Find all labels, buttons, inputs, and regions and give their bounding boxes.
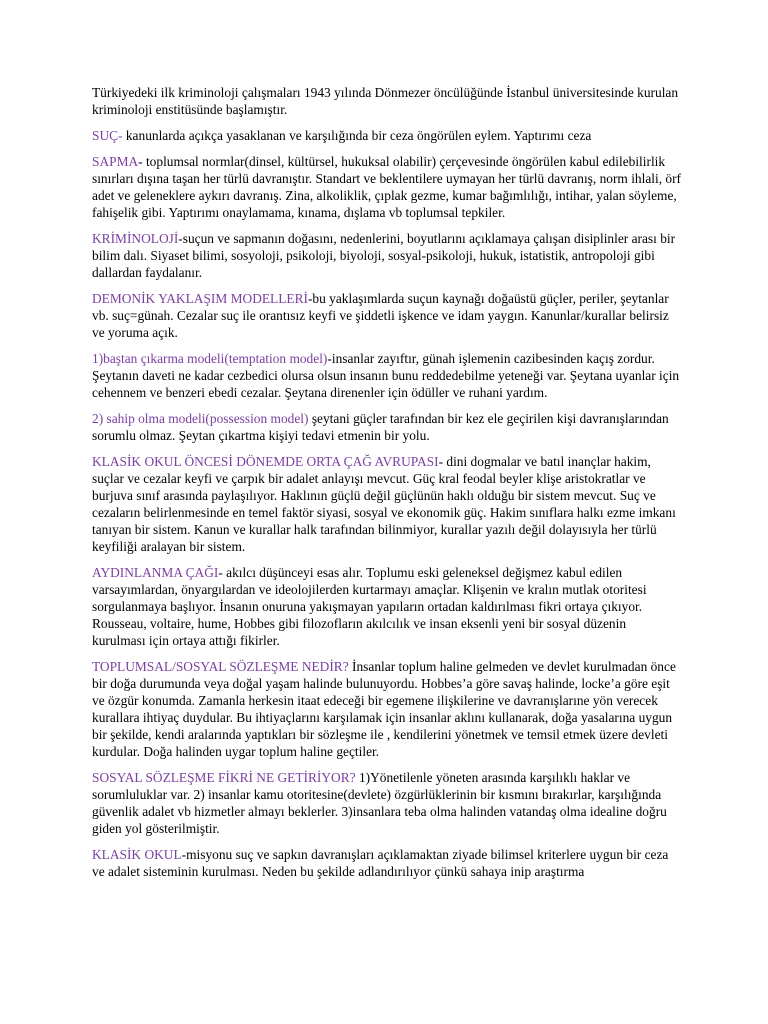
paragraph-text: - dini dogmalar ve batıl inançlar hakim, suçlar ve cezalar keyfi ve çarpık bir adalet anlayışı mevcut. Güç kral feodal beyler klişe aristokratlar ve burjuva sınıf arasında paylaşılıyor. Haklının güçlü değil güçlünün haklı olduğu bir sistem mevcut. Suç ve cezaların belirlenmesinde en temel faktör siyasi, sosyal ve ekonomik güç. Hakim sınıflara halkı ezme imkanı tanıyan bir sistem. Kanun ve kurallar halk tarafından bilinmiyor, kurallar yazılı değil dolayısıyla her türlü keyfiliği aralayan bir sistem. (92, 454, 676, 554)
term-heading: AYDINLANMA ÇAĞI (92, 565, 219, 580)
term-heading: 1)baştan çıkarma modeli(temptation model) (92, 351, 328, 366)
paragraph-text: -bu yaklaşımlarda suçun kaynağı doğaüstü güçler, periler, şeytanlar vb. suç=günah. Cezalar suç ile orantısız keyfi ve şiddetli işkence ve idam yaygın. Kanunlar/kurallar belirsiz ve yoruma açık. (92, 291, 669, 340)
term-heading: SAPMA (92, 154, 139, 169)
term-heading: 2) sahip olma modeli(possession model) (92, 411, 309, 426)
paragraph-text: şeytani güçler tarafından bir kez ele geçirilen kişi davranışlarından sorumlu olmaz. Şeytan çıkartma kişiyi tedavi etmenin bir yolu. (92, 411, 669, 443)
term-heading: DEMONİK YAKLAŞIM MODELLERİ (92, 291, 308, 306)
paragraph-text: -suçun ve sapmanın doğasını, nedenlerini, boyutlarını açıklamaya çalışan disiplinler arası bir bilim dalı. Siyaset bilimi, sosyoloji, psikoloji, biyoloji, sosyal-psikoloji, hukuk, istatistik, antropoloji gibi dallardan faydalanır. (92, 231, 676, 280)
term-heading: SUÇ- (92, 128, 123, 143)
paragraph-klasik-okul (92, 846, 682, 880)
term-heading: KRİMİNOLOJİ (92, 231, 179, 246)
paragraph-orta-cag (92, 453, 682, 555)
paragraph-sosyal-sozlesme (92, 658, 682, 760)
paragraph-aydinlanma (92, 564, 682, 649)
paragraph-temptation-model (92, 350, 682, 401)
paragraph-possession-model (92, 410, 682, 444)
paragraph-text: Türkiyedeki ilk kriminoloji çalışmaları 1943 yılında Dönmezer öncülüğünde İstanbul üniversitesinde kurulan kriminoloji enstitüsünde başlamıştır. (92, 85, 679, 117)
paragraph-demonik (92, 290, 682, 341)
term-heading: TOPLUMSAL/SOSYAL SÖZLEŞME NEDİR? (92, 659, 349, 674)
paragraph-text: - toplumsal normlar(dinsel, kültürsel, hukuksal olabilir) çerçevesinde öngörülen kabul edilebilirlik sınırları dışına taşan her türlü davranıştır. Standart ve beklentilere uymayan her türlü davranış, norm ihlali, örf adet ve geleneklere aykırı davranış. Zina, alkoliklik, çıplak gezme, kumar bağımlılığı, intihar, yalan söyleme, fahişelik gibi. Yaptırımı onaylamama, kınama, dışlama vb toplumsal tepkiler. (92, 154, 682, 220)
term-heading: SOSYAL SÖZLEŞME FİKRİ NE GETİRİYOR? (92, 770, 356, 785)
term-heading: KLASİK OKUL ÖNCESİ DÖNEMDE ORTA ÇAĞ AVRUPASI (92, 454, 439, 469)
paragraph-kriminoloji (92, 230, 682, 281)
paragraph-text: -insanlar zayıftır, günah işlemenin cazibesinden kaçış zordur. Şeytanın daveti ne kadar cezbedici olursa olsun insanın bunu reddedebilme yeteneği var. Şeytana uyanlar için cehennem ve benzeri ebedi cezalar. Şeytana direnenler için ödüller ve ruhani yardım. (92, 351, 680, 400)
paragraph-text: -misyonu suç ve sapkın davranışları açıklamaktan ziyade bilimsel kriterlere uygun bir ceza ve adalet sisteminin kurulması. Neden bu şekilde adlandırılıyor çünkü sahaya inip araştırma (92, 847, 669, 879)
paragraph-text: - akılcı düşünceyi esas alır. Toplumu eski geleneksel değişmez kabul edilen varsayımlardan, önyargılardan ve ideolojilerden kurtarmayı amaçlar. Klişenin ve kralın mutlak otoritesi sorgulanmaya başlıyor. İnsanın onuruna yakışmayan yapıların ortadan kaldırılması fikri ortaya çıkıyor. Rousseau, voltaire, hume, Hobbes gibi filozofların akılcılık ve insan eksenli yeni bir sosyal düzenin kurulması için ortaya attığı fikirler. (92, 565, 647, 648)
paragraph-intro (92, 84, 682, 118)
paragraph-suc (92, 127, 682, 144)
document-page (92, 84, 682, 889)
paragraph-sozlesme-fikri (92, 769, 682, 837)
term-heading: KLASİK OKUL (92, 847, 182, 862)
paragraph-text: İnsanlar toplum haline gelmeden ve devlet kurulmadan önce bir doğa durumunda veya doğal yaşam halinde bulunuyordu. Hobbes’a göre savaş halinde, locke’a göre eşit ve özgür konumda. Zamanla herkesin itaat edeceği bir egemene ilişkilerine ve davranışlarıne yön verecek kurallara ihtiyaç duydular. Bu ihtiyaçlarını karşılamak için insanlar aklını kullanarak, doğa yasalarına uygun bir şekilde, kendi aralarında yaptıkları bir sözleşme ile , kendilerini yönetmek ve temsil etmek üzere devleti kurdular. Doğa halinden uygar toplum haline geçtiler. (92, 659, 676, 759)
paragraph-text: kanunlarda açıkça yasaklanan ve karşılığında bir ceza öngörülen eylem. Yaptırımı ceza (122, 128, 592, 143)
paragraph-text: 1)Yönetilenle yöneten arasında karşılıklı haklar ve sorumluluklar var. 2) insanlar kamu otoritesine(devlete) özgürlüklerinin bir kısmını bırakırlar, karşılığında güvenlik adalet vb hizmetler almayı beklerler. 3)insanlara teba olma halinden vatandaş olma idealine doğru giden yol gösterilmiştir. (92, 770, 667, 836)
paragraph-sapma (92, 153, 682, 221)
